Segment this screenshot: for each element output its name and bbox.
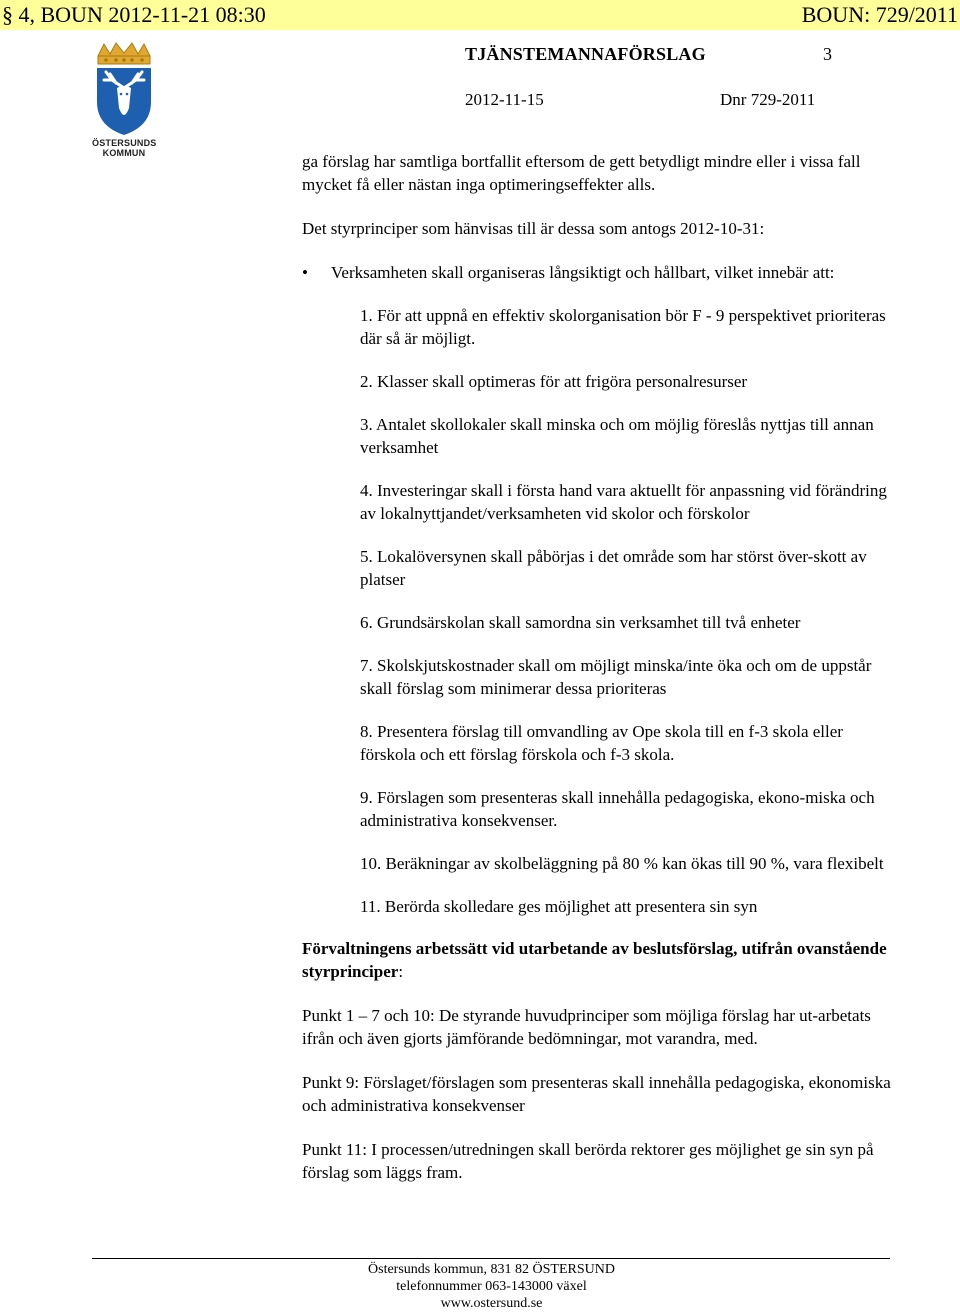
list-item: 10. Beräkningar av skolbeläggning på 80 % kan ökas till 90 %, vara flexibelt xyxy=(360,854,884,873)
list-item: 2. Klasser skall optimeras för att frigöra personalresurser xyxy=(360,372,748,391)
footer-divider xyxy=(92,1258,890,1259)
bullet-icon: • xyxy=(302,263,308,282)
bullet-item xyxy=(302,261,902,284)
section-heading xyxy=(302,937,902,983)
list-item: 8. Presentera förslag till omvandling av Ope skola till en f-3 skola eller förskola och ett förslag förskola och f-3 skola. xyxy=(360,722,843,764)
document-type: TJÄNSTEMANNAFÖRSLAG xyxy=(465,44,706,64)
list-item: 11. Berörda skolledare ges möjlighet att presentera sin syn xyxy=(360,897,758,916)
footer xyxy=(0,1261,960,1312)
bullet-text: Verksamheten skall organiseras långsiktigt och hållbart, vilket innebär att: xyxy=(331,263,835,282)
footer-phone: telefonnummer 063-143000 växel xyxy=(396,1279,587,1294)
punkt-paragraph: Punkt 1 – 7 och 10: De styrande huvudprinciper som möjliga förslag har ut-arbetats ifrån och även gjorts jämförande bedömningar, mot varandra, med. xyxy=(302,1006,871,1048)
coat-of-arms-icon xyxy=(92,42,156,138)
punkt-paragraph: Punkt 11: I processen/utredningen skall berörda rektorer ges möjlighet ge sin syn på förslag som läggs fram. xyxy=(302,1140,874,1182)
page-number: 3 xyxy=(823,44,832,64)
paragraph-reference: § 4, BOUN 2012-11-21 08:30 xyxy=(2,2,266,27)
municipality-logo xyxy=(92,42,156,162)
principles-list xyxy=(302,304,902,918)
footer-website: www.ostersund.se xyxy=(440,1296,543,1311)
body-paragraph: Det styrprinciper som hänvisas till är dessa som antogs 2012-10-31: xyxy=(302,219,765,238)
list-item: 1. För att uppnå en effektiv skolorganisation bör F - 9 perspektivet prioriteras där så är möjligt. xyxy=(360,306,886,348)
registration-number: Dnr 729-2011 xyxy=(720,90,816,109)
body-paragraph: ga förslag har samtliga bortfallit eftersom de gett betydligt mindre eller i vissa fall mycket få eller nästan inga optimeringseffekter alls. xyxy=(302,152,861,194)
list-item: 9. Förslagen som presenteras skall innehålla pedagogiska, ekono-miska och administrativa konsekvenser. xyxy=(360,788,875,830)
list-item: 5. Lokalöversynen skall påbörjas i det område som har störst över-skott av platser xyxy=(360,547,867,589)
section-heading-text: Förvaltningens arbetssätt vid utarbetande av beslutsförslag, utifrån ovanstående styrprinciper xyxy=(302,939,887,981)
logo-wordmark: ÖSTERSUNDS KOMMUN xyxy=(92,138,157,158)
punkt-paragraph: Punkt 9: Förslaget/förslagen som presenteras skall innehålla pedagogiska, ekonomiska och administrativa konsekvenser xyxy=(302,1073,891,1115)
footer-address: Östersunds kommun, 831 82 ÖSTERSUND xyxy=(368,1262,615,1277)
list-item: 4. Investeringar skall i första hand vara aktuellt för anpassning vid förändring av lokalnyttjandet/verksamheten vid skolor och förskolor xyxy=(360,481,887,523)
section-heading-colon: : xyxy=(398,962,404,981)
list-item: 3. Antalet skollokaler skall minska och om möjlig föreslås nyttjas till annan verksamhet xyxy=(360,415,874,457)
document-body xyxy=(302,150,902,1205)
document-reference-bar xyxy=(0,0,960,30)
document-date: 2012-11-15 xyxy=(465,90,544,109)
list-item: 7. Skolskjutskostnader skall om möjligt minska/inte öka och om de uppstår skall förslag som minimerar dessa prioriteras xyxy=(360,656,872,698)
list-item: 6. Grundsärskolan skall samordna sin verksamhet till två enheter xyxy=(360,613,801,632)
case-number: BOUN: 729/2011 xyxy=(801,2,958,27)
